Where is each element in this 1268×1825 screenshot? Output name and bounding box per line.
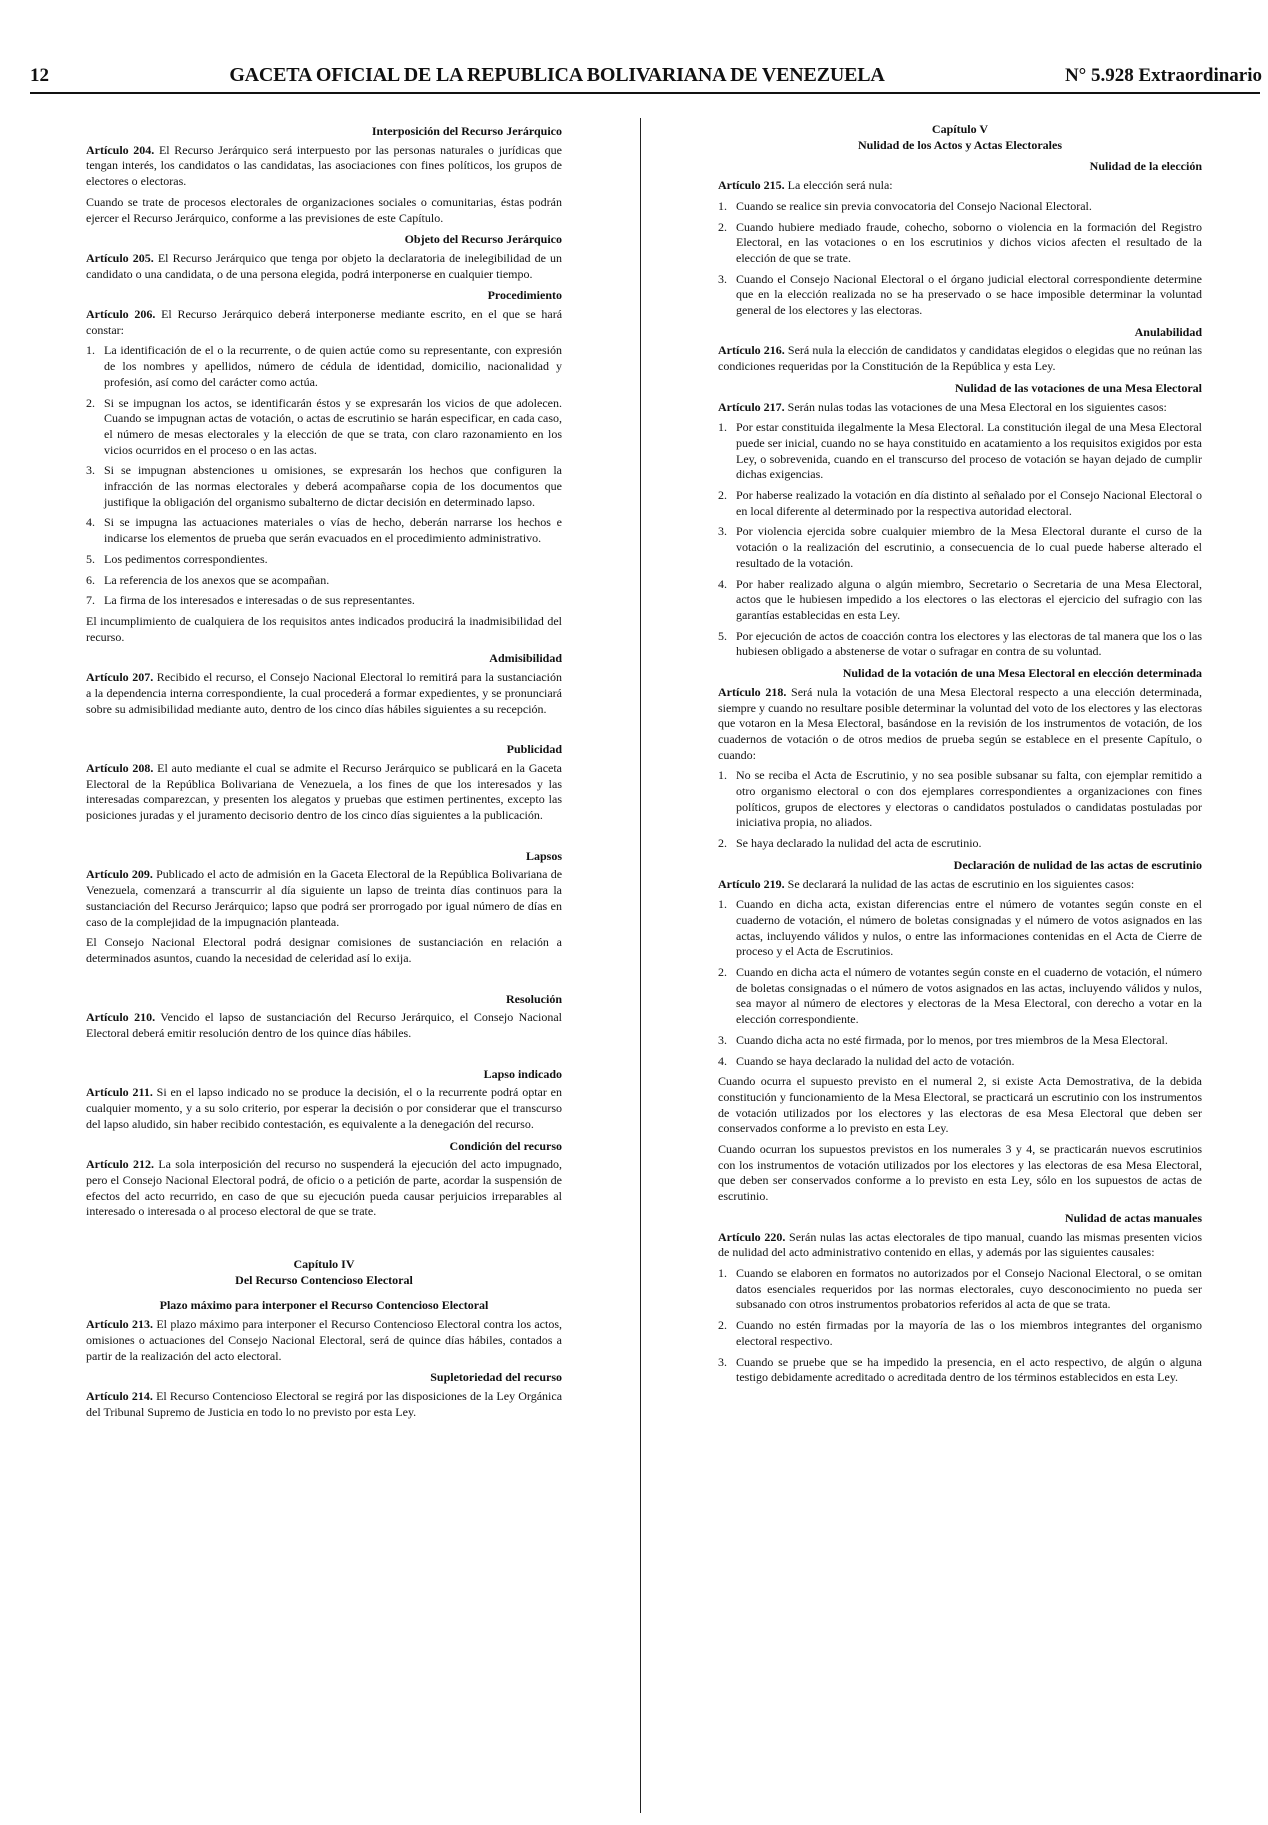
list-text: Cuando no estén firmadas por la mayoría de las o los miembros integrantes del organismo electoral respectivo. bbox=[736, 1318, 1202, 1348]
column-divider bbox=[640, 118, 641, 1813]
list-text: Por estar constituida ilegalmente la Mesa Electoral. La constitución ilegal de una Mesa Electoral puede ser inicial, cuando no se haya constituido en acatamiento a los requisitos exigidos por esta Ley, o sobrevenida, cuando en el transcurso del proceso de votación se hayan dejado de cumplir dichas exigencias. bbox=[736, 420, 1202, 482]
article-paragraph: Cuando ocurran los supuestos previstos en los numerales 3 y 4, se practicarán nuevos escrutinios con los instrumentos de votación utilizados por los electores y las electoras de esa Mesa Electoral, que deben ser conservados conforme a lo previsto en esta Ley, sólo en los supuestos de actas de escrutinio. bbox=[718, 1142, 1202, 1204]
list-number: 2. bbox=[86, 395, 95, 410]
article-label: Artículo 218. bbox=[718, 684, 787, 699]
list-text: Cuando hubiere mediado fraude, cohecho, soborno o violencia en la formación del Registro Electoral, en las votaciones o en los escrutinios y dichos vicios afecten el resultado de la elección de que se trate. bbox=[736, 219, 1202, 265]
article-text: La elección será nula: bbox=[787, 178, 893, 193]
section-heading: Nulidad de la votación de una Mesa Electoral en elección determinada bbox=[842, 666, 1202, 681]
article-text: Será nula la elección de candidatos y candidatas elegidos o elegidas que no reúnan las condiciones requeridas por la Constitución de la República y esta Ley. bbox=[718, 343, 1202, 374]
chapter-subtitle: Nulidad de los Actos y Actas Electorales bbox=[858, 137, 1062, 152]
article-text: La sola interposición del recurso no suspenderá la ejecución del acto impugnado, pero el Consejo Nacional Electoral podrá, de oficio o a petición de parte, acordar la suspensión de efectos del acto recurrido, en caso de que su ejecución pueda causar perjuicios irreparables al interesado o interesada o al proceso electoral de que se trate. bbox=[86, 1157, 562, 1219]
list-item bbox=[718, 629, 1202, 660]
list-number: 3. bbox=[718, 271, 727, 286]
list-number: 4. bbox=[718, 576, 727, 591]
list-number: 2. bbox=[718, 965, 727, 980]
list-number: 3. bbox=[86, 463, 95, 478]
list-text: Cuando se pruebe que se ha impedido la presencia, en el acto respectivo, de algún o alguna testigo debidamente acreditado o acreditada dentro de los términos establecidos en esta Ley. bbox=[736, 1354, 1202, 1385]
page-number: 12 bbox=[30, 65, 49, 86]
list-text: La identificación de el o la recurrente, o de quien actúe como su representante, con expresión de los nombres y apellidos, número de cédula de identidad, domicilio, nacionalidad y profesión, así como del carácter como actúa. bbox=[104, 343, 562, 389]
article-216 bbox=[718, 343, 1202, 374]
article-label: Artículo 212. bbox=[86, 1157, 154, 1172]
section-heading: Lapsos bbox=[525, 848, 562, 863]
article-label: Artículo 205. bbox=[86, 250, 154, 265]
list-item bbox=[718, 272, 1202, 319]
article-219-list bbox=[718, 897, 1202, 1069]
article-206-list bbox=[86, 343, 562, 609]
list-item bbox=[86, 343, 562, 390]
spacer bbox=[86, 722, 562, 736]
spacer bbox=[86, 1047, 562, 1061]
section-heading: Publicidad bbox=[506, 742, 562, 757]
article-217 bbox=[718, 400, 1202, 416]
article-218 bbox=[718, 685, 1202, 764]
article-text: Será nula la votación de una Mesa Electoral respecto a una elección determinada, siempre y cuando no resultare posible determinar la voluntad del voto de los electores y las electoras que votaron en la Mesa Electoral, basándose en la revisión de los instrumentos de votación, de los cuadernos de votación o de otros medios de prueba según se establece en el presente Capítulo, o cuando: bbox=[718, 684, 1202, 762]
article-paragraph: Cuando se trate de procesos electorales de organizaciones sociales o comunitarias, éstas podrán ejercer el Recurso Jerárquico, conforme a las previsiones de este Capítulo. bbox=[86, 194, 562, 225]
list-text: La firma de los interesados e interesadas o de sus representantes. bbox=[104, 593, 415, 608]
gazette-title: GACETA OFICIAL DE LA REPUBLICA BOLIVARIANA DE VENEZUELA bbox=[229, 64, 885, 86]
list-number: 1. bbox=[718, 768, 727, 783]
section-heading: Interposición del Recurso Jerárquico bbox=[371, 124, 562, 138]
article-label: Artículo 211. bbox=[86, 1085, 153, 1100]
article-text: El Recurso Jerárquico deberá interponerse mediante escrito, en el que se hará constar: bbox=[86, 307, 562, 337]
list-number: 4. bbox=[718, 1053, 727, 1068]
article-paragraph: El Consejo Nacional Electoral podrá designar comisiones de sustanciación en relación a determinados asuntos, cuando la necesidad de celeridad así lo exija. bbox=[86, 935, 562, 965]
article-208 bbox=[86, 761, 562, 824]
section-heading: Procedimiento bbox=[487, 288, 562, 303]
list-number: 1. bbox=[718, 420, 727, 435]
list-text: Si se impugnan abstenciones u omisiones, se expresarán los hechos que configuren la infracción de las normas electorales y deberá acompañarse copia de los documentos que justifique la obligación del organismo subalterno de dictar decisión en determinado lapso. bbox=[104, 463, 562, 509]
list-number: 5. bbox=[718, 628, 727, 643]
list-item bbox=[718, 220, 1202, 267]
article-text: Vencido el lapso de sustanciación del Recurso Jerárquico, el Consejo Nacional Electoral deberá emitir resolución dentro de los quince días hábiles. bbox=[86, 1010, 562, 1041]
section-heading: Objeto del Recurso Jerárquico bbox=[404, 232, 562, 247]
section-heading: Nulidad de actas manuales bbox=[1064, 1210, 1202, 1225]
list-text: Cuando se elaboren en formatos no autorizados por el Consejo Nacional Electoral, o se omitan datos esenciales requeridos por las normas electorales, cuyo desconocimiento no pueda ser subsanado con otros instrumentos probatorios referidos al acta de que se trata. bbox=[736, 1266, 1202, 1312]
article-204 bbox=[86, 143, 562, 190]
list-text: La referencia de los anexos que se acompañan. bbox=[104, 572, 330, 587]
spacer bbox=[86, 972, 562, 986]
article-text: Serán nulas las actas electorales de tipo manual, cuando las mismas presenten vicios de nulidad del acto administrativo contenido en ellas, y además por las siguientes causales: bbox=[718, 1229, 1202, 1260]
article-206 bbox=[86, 307, 562, 338]
article-220-list bbox=[718, 1266, 1202, 1386]
list-item bbox=[86, 552, 562, 568]
list-text: Por violencia ejercida sobre cualquier miembro de la Mesa Electoral durante el curso de la votación o la realización del escrutinio, a consecuencia de lo cual puede haberse alterado el resultado de la votación. bbox=[736, 524, 1202, 570]
article-label: Artículo 217. bbox=[718, 399, 785, 414]
article-205 bbox=[86, 251, 562, 282]
article-text: Serán nulas todas las votaciones de una Mesa Electoral en los siguientes casos: bbox=[787, 399, 1167, 414]
list-item bbox=[718, 199, 1202, 215]
article-209 bbox=[86, 867, 562, 930]
list-item bbox=[86, 593, 562, 609]
list-item bbox=[718, 488, 1202, 519]
list-number: 5. bbox=[86, 551, 95, 566]
article-213 bbox=[86, 1317, 562, 1364]
section-heading: Plazo máximo para interponer el Recurso Contencioso Electoral bbox=[159, 1298, 489, 1313]
article-label: Artículo 215. bbox=[718, 178, 785, 193]
list-number: 1. bbox=[718, 198, 727, 213]
list-item bbox=[718, 1318, 1202, 1349]
list-item bbox=[718, 1355, 1202, 1386]
article-215 bbox=[718, 178, 1202, 194]
list-text: Si se impugnan los actos, se identificarán éstos y se expresarán los vicios de que adolecen. Cuando se impugnan actas de votación, o actas de escrutinio se harán especificar, en cada caso, el número de mesas electorales y la elección de que se trata, con claro razonamiento en los vicios ocurridos en el proceso o en las actas. bbox=[104, 395, 562, 457]
list-number: 4. bbox=[86, 515, 95, 530]
article-label: Artículo 207. bbox=[86, 670, 154, 685]
header-rule bbox=[30, 92, 1260, 94]
list-number: 3. bbox=[718, 524, 727, 539]
list-text: Los pedimentos correspondientes. bbox=[104, 551, 268, 566]
list-text: Por haber realizado alguna o algún miembro, Secretario o Secretaria de una Mesa Electoral, actos que le hubiesen impedido a los electores o las electoras el ejercicio del sufragio con las garantías establecidas en esta Ley. bbox=[736, 576, 1202, 622]
article-214 bbox=[86, 1389, 562, 1420]
article-text: Se declarará la nulidad de las actas de escrutinio en los siguientes casos: bbox=[787, 876, 1135, 891]
list-number: 3. bbox=[718, 1032, 727, 1047]
list-number: 1. bbox=[718, 897, 727, 912]
list-text: Cuando se haya declarado la nulidad del acto de votación. bbox=[736, 1053, 1015, 1068]
spacer bbox=[86, 1225, 562, 1253]
article-label: Artículo 219. bbox=[718, 876, 785, 891]
article-text: Recibido el recurso, el Consejo Nacional Electoral lo remitirá para la sustanciación a la dependencia interna correspondiente, la cual procederá a formar expedientes, y se pronunciará sobre su admisibilidad mediante auto, dentro de los cinco días hábiles siguientes a su recepción. bbox=[86, 670, 562, 716]
list-number: 2. bbox=[718, 219, 727, 234]
article-text: El auto mediante el cual se admite el Recurso Jerárquico se publicará en la Gaceta Electoral de la República Bolivariana de Venezuela, a los fines de que los interesados y las interesadas comparezcan, y presenten los alegatos y pruebas que estimen pertinentes, excepto las posiciones juradas y el juramento decisorio dentro de los cinco días siguientes a la publicación. bbox=[86, 760, 562, 823]
section-heading: Lapso indicado bbox=[483, 1066, 562, 1081]
article-label: Artículo 220. bbox=[718, 1229, 786, 1244]
list-text: Por ejecución de actos de coacción contra los electores y las electoras de tal manera que los o las hubiesen obligado a abstenerse de votar o sufragar en contra de su voluntad. bbox=[736, 628, 1202, 659]
section-heading: Nulidad de la elección bbox=[1089, 159, 1202, 174]
list-text: Cuando en dicha acta, existan diferencias entre el número de votantes según conste en el cuaderno de votación, el número de boletas consignadas y el número de votos asignados en las actas, incluyendo válidos y nulos, o entre las informaciones contenidas en el Acta de Cierre de proceso y el Acta de Escrutinios. bbox=[736, 897, 1202, 959]
page-header bbox=[30, 64, 1262, 92]
article-211 bbox=[86, 1085, 562, 1132]
section-heading: Resolución bbox=[505, 991, 562, 1006]
list-item bbox=[718, 1054, 1202, 1070]
article-217-list bbox=[718, 420, 1202, 660]
article-paragraph: El incumplimiento de cualquiera de los requisitos antes indicados producirá la inadmisibilidad del recurso. bbox=[86, 613, 562, 644]
list-text: No se reciba el Acta de Escrutinio, y no sea posible subsanar su falta, con ejemplar remitido a otro organismo electoral o con dos ejemplares correspondientes a organizaciones con fines políticos, grupos de electores y electoras o candidatos postulados o candidatas postuladas por iniciativa propia, no aliados. bbox=[736, 768, 1202, 830]
article-label: Artículo 208. bbox=[86, 760, 154, 775]
article-218-list bbox=[718, 768, 1202, 852]
article-paragraph: Cuando ocurra el supuesto previsto en el numeral 2, si existe Acta Demostrativa, de la debida constitución y funcionamiento de la Mesa Electoral, se practicará un escrutinio con los instrumentos de votación utilizados por los electores y las electoras de esa Mesa Electoral que deben ser conservados conforme a lo previsto en esta Ley. bbox=[718, 1074, 1202, 1136]
list-number: 1. bbox=[718, 1266, 727, 1280]
section-heading: Admisibilidad bbox=[489, 651, 562, 666]
list-item bbox=[86, 396, 562, 459]
article-text: El Recurso Contencioso Electoral se regirá por las disposiciones de la Ley Orgánica del Tribunal Supremo de Justicia en todo lo no previsto por esta Ley. bbox=[86, 1389, 562, 1419]
article-text: El plazo máximo para interponer el Recurso Contencioso Electoral contra los actos, omisiones o actuaciones del Consejo Nacional Electoral, será de quince días hábiles, contados a partir de la realización del acto electoral. bbox=[86, 1317, 562, 1363]
list-text: Cuando dicha acta no esté firmada, por lo menos, por tres miembros de la Mesa Electoral. bbox=[736, 1032, 1168, 1047]
section-heading: Supletoriedad del recurso bbox=[430, 1370, 562, 1385]
list-item bbox=[718, 1266, 1202, 1313]
article-210 bbox=[86, 1010, 562, 1041]
article-207 bbox=[86, 670, 562, 717]
list-item bbox=[86, 515, 562, 546]
left-column bbox=[86, 118, 562, 1815]
chapter-title: Capítulo IV bbox=[293, 1257, 355, 1272]
list-item bbox=[86, 573, 562, 589]
list-number: 2. bbox=[718, 836, 727, 851]
list-number: 2. bbox=[718, 1318, 727, 1333]
list-item bbox=[718, 524, 1202, 571]
article-label: Artículo 206. bbox=[86, 307, 156, 322]
list-number: 7. bbox=[86, 593, 95, 608]
article-text: El Recurso Jerárquico que tenga por objeto la declaratoria de inelegibilidad de un candidato o una candidata, o de una persona elegida, podrá interponerse en cualquier tiempo. bbox=[86, 250, 562, 281]
list-text: Se haya declarado la nulidad del acta de escrutinio. bbox=[736, 836, 982, 851]
article-text: Si en el lapso indicado no se produce la decisión, el o la recurrente podrá optar en cualquier momento, y a su solo criterio, por esperar la decisión o por considerar que el transcurso del lapso aludido, sin haber recibido contestación, es equivalente a la denegación del recurso. bbox=[86, 1085, 562, 1131]
chapter-subtitle: Del Recurso Contencioso Electoral bbox=[235, 1272, 413, 1287]
list-number: 6. bbox=[86, 572, 95, 587]
list-text: Por haberse realizado la votación en día distinto al señalado por el Consejo Nacional Electoral o en local diferente al determinado por la respectiva autoridad electoral. bbox=[736, 488, 1202, 518]
article-220 bbox=[718, 1230, 1202, 1261]
list-item bbox=[718, 897, 1202, 960]
section-heading: Condición del recurso bbox=[449, 1138, 562, 1153]
article-label: Artículo 209. bbox=[86, 867, 153, 882]
list-text: Si se impugna las actuaciones materiales o vías de hecho, deberán narrarse los hechos e indicarse los elementos de prueba que serán evacuados en el procedimiento administrativo. bbox=[104, 515, 562, 546]
issue-number: N° 5.928 Extraordinario bbox=[1064, 65, 1262, 86]
section-heading: Declaración de nulidad de las actas de escrutinio bbox=[953, 857, 1202, 872]
chapter-title: Capítulo V bbox=[931, 122, 989, 136]
article-215-list bbox=[718, 199, 1202, 319]
article-label: Artículo 214. bbox=[86, 1389, 153, 1403]
list-text: Cuando se realice sin previa convocatoria del Consejo Nacional Electoral. bbox=[736, 198, 1092, 213]
list-text: Cuando el Consejo Nacional Electoral o el órgano judicial electoral correspondiente determine que en la elección realizada no se ha preservado o se hace imposible determinar la voluntad general de los electores y las electoras. bbox=[736, 271, 1202, 318]
spacer bbox=[86, 829, 562, 843]
right-column bbox=[718, 118, 1202, 1815]
list-number: 1. bbox=[86, 343, 95, 358]
article-label: Artículo 216. bbox=[718, 343, 785, 358]
list-item bbox=[718, 965, 1202, 1028]
list-item bbox=[86, 463, 562, 510]
list-item bbox=[718, 836, 1202, 852]
list-item bbox=[718, 768, 1202, 831]
article-text: Publicado el acto de admisión en la Gaceta Electoral de la República Bolivariana de Venezuela, comenzará a transcurrir al día siguiente un lapso de treinta días continuos para la sustanciación del Recurso Jerárquico; lapso que podrá ser prorrogado por igual número de días en caso de la complejidad de la impugnación planteada. bbox=[86, 867, 562, 929]
list-item bbox=[718, 420, 1202, 483]
article-212 bbox=[86, 1157, 562, 1220]
list-number: 2. bbox=[718, 488, 727, 503]
article-label: Artículo 204. bbox=[86, 142, 155, 157]
list-number: 3. bbox=[718, 1354, 727, 1369]
section-heading: Anulabilidad bbox=[1134, 324, 1202, 339]
list-item bbox=[718, 1033, 1202, 1049]
list-item bbox=[718, 577, 1202, 624]
list-text: Cuando en dicha acta el número de votantes según conste en el cuaderno de votación, el número de boletas consignadas o el número de votos asignados en las actas, incluyendo válidos y nulos, sea mayor al número de electores y electoras de la Mesa Electoral, con derecho a votar en la elección correspondiente. bbox=[736, 965, 1202, 1027]
article-text: El Recurso Jerárquico será interpuesto por las personas naturales o jurídicas que tengan interés, los candidatos o las candidatas, las asociaciones con fines políticos, los grupos de electores o electoras. bbox=[86, 142, 562, 189]
article-label: Artículo 210. bbox=[86, 1010, 156, 1025]
article-label: Artículo 213. bbox=[86, 1317, 153, 1332]
article-219 bbox=[718, 877, 1202, 893]
section-heading: Nulidad de las votaciones de una Mesa Electoral bbox=[954, 380, 1202, 395]
